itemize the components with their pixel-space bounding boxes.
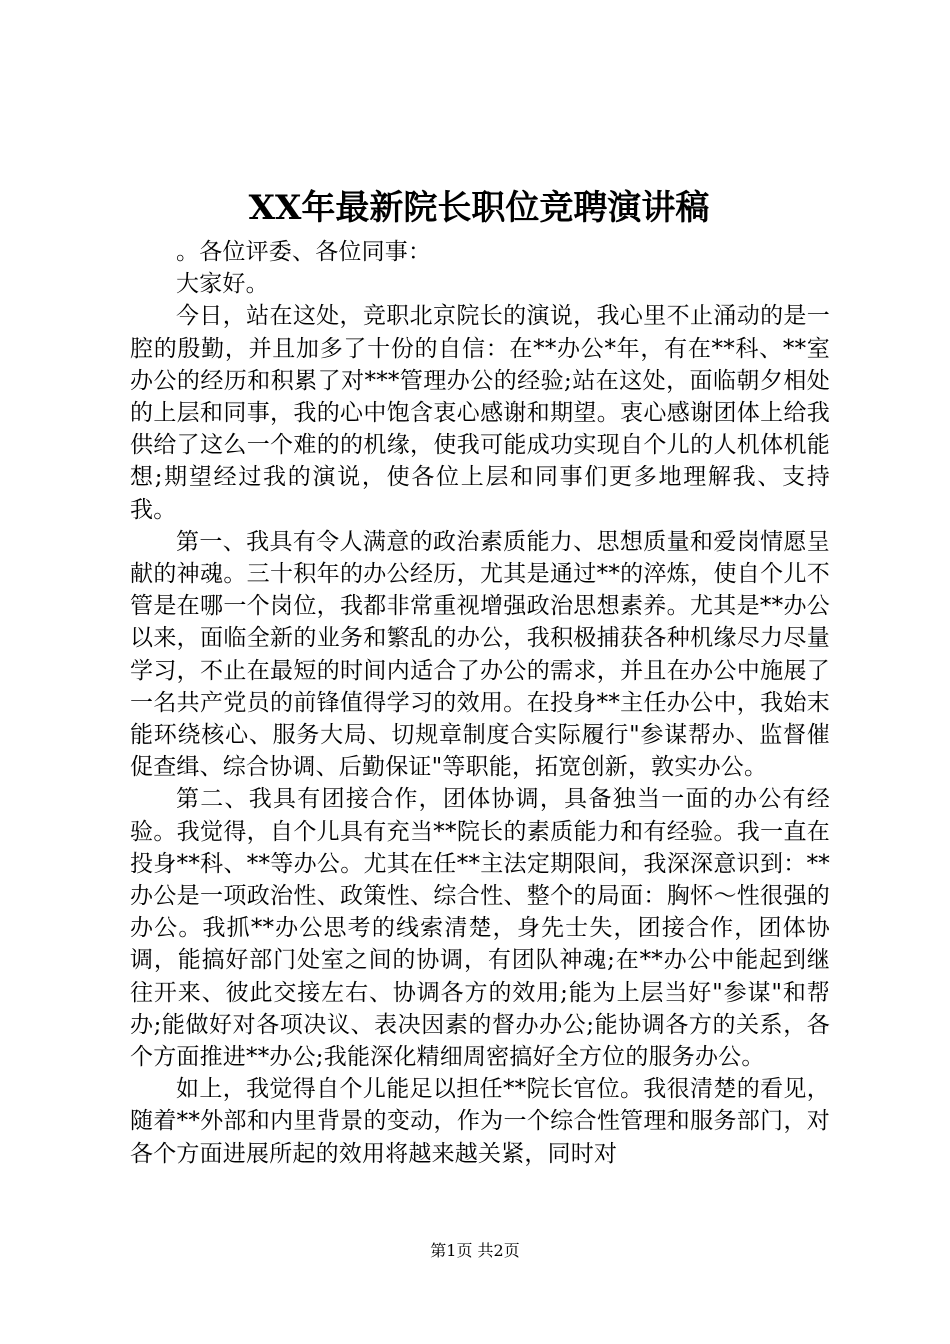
paragraph-first-point: 第一、我具有令人满意的政治素质能力、思想质量和爱岗情愿呈献的神魂。三十积年的办公经历，尤其是通过**的淬炼，使自个儿不管是在哪一个岗位，我都非常重视增强政治思想素养。尤其是**办公以来，面临全新的业务和繁乱的办公，我积极捕获各种机缘尽力尽量学习，不止在最短的时间内适合了办公的需求，并且在办公中施展了一名共产党员的前锋值得学习的效用。在投身**主任办公中，我始末能环绕核心、服务大局、切规章制度合实际履行"参谋帮办、监督催促查缉、综合协调、后勤保证"等职能，拓宽创新，敦实办公。 [130,528,830,781]
paragraph-salutation: 。各位评委、各位同事： [176,239,432,265]
paragraph-conclusion: 如上，我觉得自个儿能足以担任**院长官位。我很清楚的看见，随着**外部和内里背景的变动，作为一个综合性管理和服务部门，对各个方面进展所起的效用将越来越关紧，同时对 [130,1076,830,1167]
document-title: XX年最新院长职位竞聘演讲稿 [248,188,710,228]
page-footer: 第1页 共2页 [430,1241,520,1260]
document-body [130,236,830,1170]
paragraph-greeting: 大家好。 [176,271,269,298]
paragraph-intro: 今日，站在这处，竞职北京院长的演说，我心里不止涌动的是一腔的殷勤，并且加多了十份的自信：在**办公*年，有在**科、**室办公的经历和积累了对***管理办公的经验;站在这处，面临朝夕相处的上层和同事，我的心中饱含衷心感谢和期望。衷心感谢团体上给我供给了这么一个难的的机缘，使我可能成功实现自个儿的人机体机能想;期望经过我的演说，使各位上层和同事们更多地理解我、支持我。 [130,303,830,523]
paragraph-second-point: 第二、我具有团接合作，团体协调，具备独当一面的办公有经验。我觉得，自个儿具有充当**院长的素质能力和有经验。我一直在投身**科、**等办公。尤其在任**主法定期限间，我深深意识到：**办公是一项政治性、政策性、综合性、整个的局面：胸怀～性很强的办公。我抓**办公思考的线索清楚，身先士失，团接合作，团体协调，能搞好部门处室之间的协调，有团队神魂;在**办公中能起到继往开来、彼此交接左右、协调各方的效用;能为上层当好"参谋"和帮办;能做好对各项决议、表决因素的督办办公;能协调各方的关系，各个方面推进**办公;我能深化精细周密搞好全方位的服务办公。 [130,786,830,1071]
